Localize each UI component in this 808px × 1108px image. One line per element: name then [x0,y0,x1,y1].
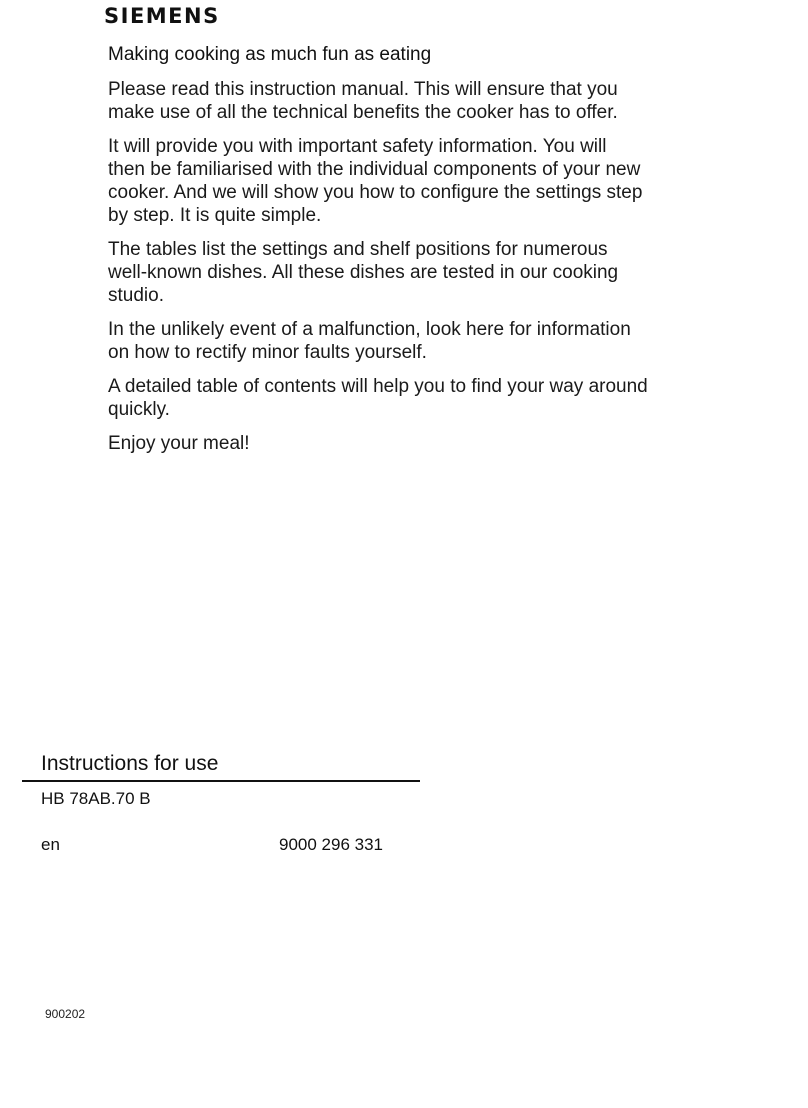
brand-logo: SIEMENS [104,4,220,28]
model-number: HB 78AB.70 B [41,789,151,808]
intro-paragraph: The tables list the settings and shelf positions for numerous well-known dishes. All these dishes are tested in our cooking studio. [108,239,619,306]
language-code: en [41,835,60,854]
intro-paragraph: It will provide you with important safety information. You will then be familiarised with the individual components of your new cooker. And we will show you how to configure the settings step by step. It is quite simple. [108,136,643,226]
title-divider [22,780,420,782]
intro-paragraph: Enjoy your meal! [108,433,250,454]
intro-section [108,43,648,466]
footer-code: 900202 [45,1007,86,1021]
intro-heading: Making cooking as much fun as eating [108,44,432,65]
intro-paragraph: A detailed table of contents will help you to find your way around quickly. [108,376,648,420]
intro-paragraph: In the unlikely event of a malfunction, look here for information on how to rectify minor faults yourself. [108,319,631,363]
document-title: Instructions for use [41,752,219,775]
document-number: 9000 296 331 [279,835,383,854]
intro-paragraph: Please read this instruction manual. This will ensure that you make use of all the technical benefits the cooker has to offer. [108,79,618,123]
